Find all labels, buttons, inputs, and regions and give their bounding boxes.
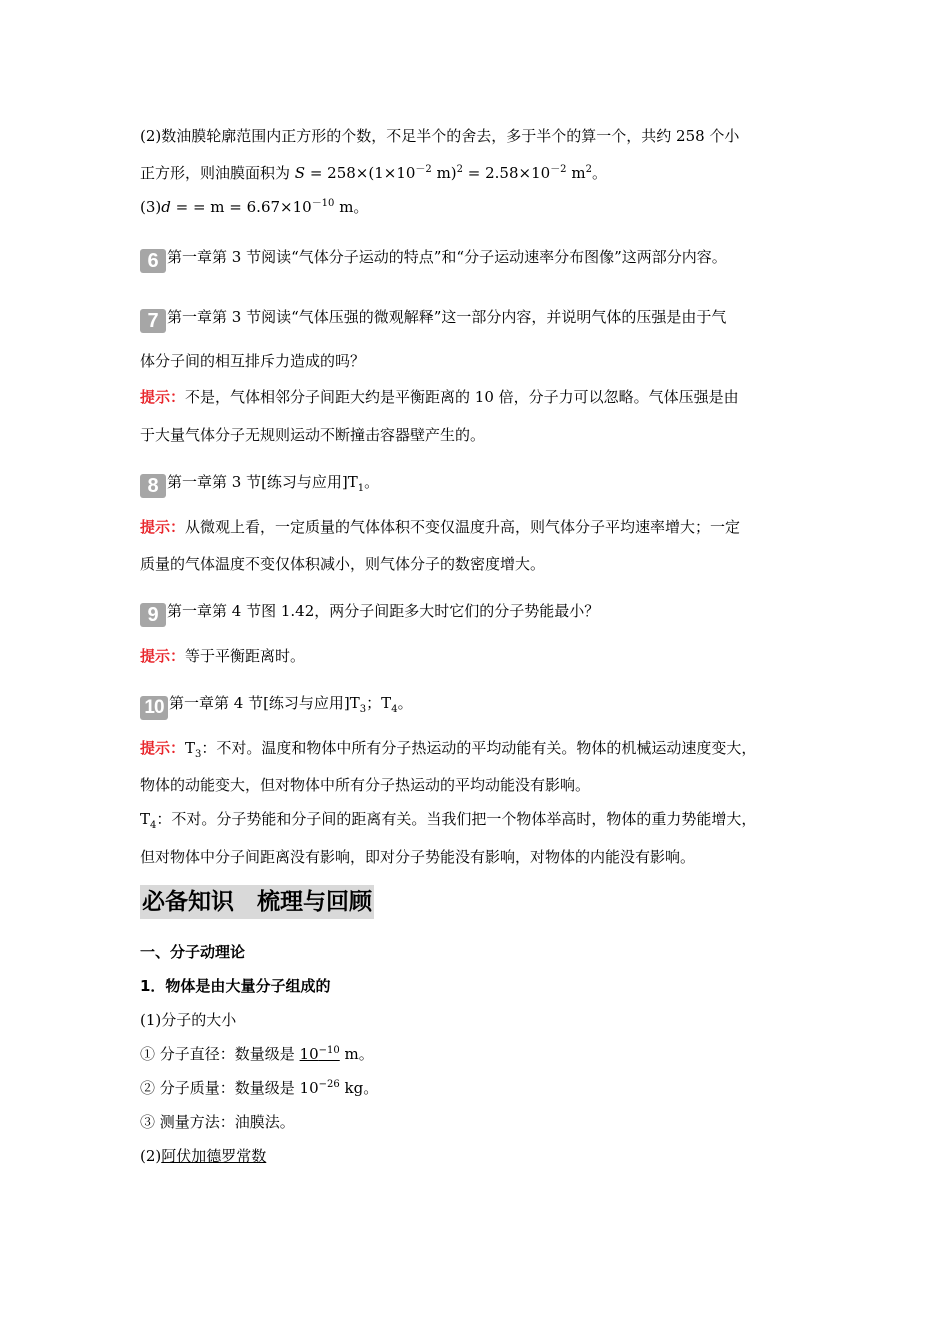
exponent: －2 <box>415 164 432 175</box>
text: (2) <box>140 1147 162 1165</box>
text: 10 <box>299 1045 319 1063</box>
item-text: 第一章第 3 节[练习与应用]T <box>167 473 358 491</box>
hint-text: ：不对。温度和物体中所有分子热运动的平均动能有关。物体的机械运动速度变大， <box>201 739 757 757</box>
item-7-line2 <box>140 350 365 372</box>
exponent: −10 <box>318 1045 340 1056</box>
paragraph-line <box>140 162 607 184</box>
text: = 258×(1×10 <box>305 164 416 182</box>
paragraph-line <box>140 1043 374 1065</box>
paragraph-line <box>140 1077 378 1099</box>
paragraph-line: (1)分子的大小 <box>140 1011 237 1029</box>
item-text: 第一章第 3 节阅读“气体分子运动的特点”和“分子运动速率分布图像”这两部分内容。 <box>167 248 727 266</box>
text: 。 <box>591 164 607 182</box>
item-text: 第一章第 4 节[练习与应用]T <box>169 694 360 712</box>
text: ② 分子质量：数量级是 10 <box>140 1079 319 1097</box>
subscript: 4 <box>391 704 398 715</box>
number-badge: 10 <box>140 696 168 720</box>
hint-text: 但对物体中分子间距离没有影响，即对分子势能没有影响，对物体的内能没有影响。 <box>140 848 696 866</box>
paragraph-line: ③ 测量方法：油膜法。 <box>140 1113 295 1131</box>
exponent: －10 <box>311 198 335 209</box>
hint-8-line2 <box>140 553 545 575</box>
hint-9 <box>140 645 305 667</box>
item-10 <box>140 692 413 720</box>
subscript: 1 <box>357 483 365 494</box>
exponent: 2 <box>456 164 464 175</box>
hint-10-line4 <box>140 846 695 868</box>
text: ① 分子直径：数量级是 <box>140 1045 300 1063</box>
section-title: 必备知识 梳理与回顾 <box>140 885 374 919</box>
hint-10-line2 <box>140 774 590 796</box>
hint-7 <box>140 386 739 408</box>
exponent: 2 <box>585 164 592 175</box>
text: 正方形，则油膜面积为 <box>140 164 295 182</box>
item-text: 第一章第 3 节阅读“气体压强的微观解释”这一部分内容，并说明气体的压强是由于气 <box>167 308 727 326</box>
item-text: 。 <box>364 473 380 491</box>
underlined-value <box>300 1045 340 1063</box>
variable-s: S <box>294 164 306 182</box>
hint-text: 从微观上看，一定质量的气体体积不变仅温度升高，则气体分子平均速率增大；一定 <box>185 518 741 536</box>
hint-7-line2 <box>140 424 485 446</box>
hint-label: 提示： <box>140 518 186 536</box>
hint-10 <box>140 737 756 759</box>
hint-label: 提示： <box>140 647 186 665</box>
underlined-term: 阿伏加德罗常数 <box>161 1147 267 1165</box>
text: (3) <box>140 198 162 216</box>
hint-label: 提示： <box>140 739 186 757</box>
hint-text: 质量的气体温度不变仅体积减小，则气体分子的数密度增大。 <box>140 555 546 573</box>
item-6 <box>140 246 727 273</box>
text: m。 <box>339 1045 374 1063</box>
text: kg。 <box>339 1079 379 1097</box>
paragraph-line <box>140 196 368 218</box>
exponent: －2 <box>550 164 567 175</box>
hint-text: T <box>185 739 196 757</box>
number-badge: 9 <box>140 603 166 627</box>
hint-text: 等于平衡距离时。 <box>185 647 306 665</box>
item-8 <box>140 471 379 498</box>
hint-text: 于大量气体分子无规则运动不断撞击容器壁产生的。 <box>140 426 486 444</box>
text: m) <box>431 164 457 182</box>
text: = = m = 6.67×10 <box>170 198 312 216</box>
hint-10-line3 <box>140 808 756 830</box>
number-badge: 6 <box>140 249 166 273</box>
item-7 <box>140 306 726 333</box>
heading-1: 一、分子动理论 <box>140 943 246 961</box>
subscript: 3 <box>359 704 367 715</box>
subscript: 4 <box>150 820 157 831</box>
paragraph-line <box>140 1145 266 1167</box>
text: = 2.58×10 <box>463 164 551 182</box>
variable-d: d <box>161 198 171 216</box>
subscript: 3 <box>195 749 202 760</box>
hint-text: 物体的动能变大，但对物体中所有分子热运动的平均动能没有影响。 <box>140 776 591 794</box>
exponent: −26 <box>318 1079 340 1090</box>
item-text: ；T <box>366 694 392 712</box>
hint-label: 提示： <box>140 388 186 406</box>
item-9 <box>140 600 599 627</box>
hint-text: T <box>140 810 151 828</box>
number-badge: 8 <box>140 474 166 498</box>
item-text: 体分子间的相互排斥力造成的吗？ <box>140 352 366 370</box>
hint-text: 不是，气体相邻分子间距大约是平衡距离的 10 倍，分子力可以忽略。气体压强是由 <box>185 388 739 406</box>
item-text: 。 <box>397 694 413 712</box>
paragraph-line <box>140 125 739 147</box>
item-text: 第一章第 4 节图 1.42，两分子间距多大时它们的分子势能最小？ <box>167 602 600 620</box>
hint-text: ：不对。分子势能和分子间的距离有关。当我们把一个物体举高时，物体的重力势能增大， <box>156 810 757 828</box>
hint-8 <box>140 516 740 538</box>
text: m。 <box>334 198 369 216</box>
text: m <box>566 164 586 182</box>
number-badge: 7 <box>140 309 166 333</box>
heading-2: 1．物体是由大量分子组成的 <box>140 977 331 995</box>
text: (2)数油膜轮廓范围内正方形的个数，不足半个的舍去，多于半个的算一个，共约 258 个小 <box>140 127 740 145</box>
